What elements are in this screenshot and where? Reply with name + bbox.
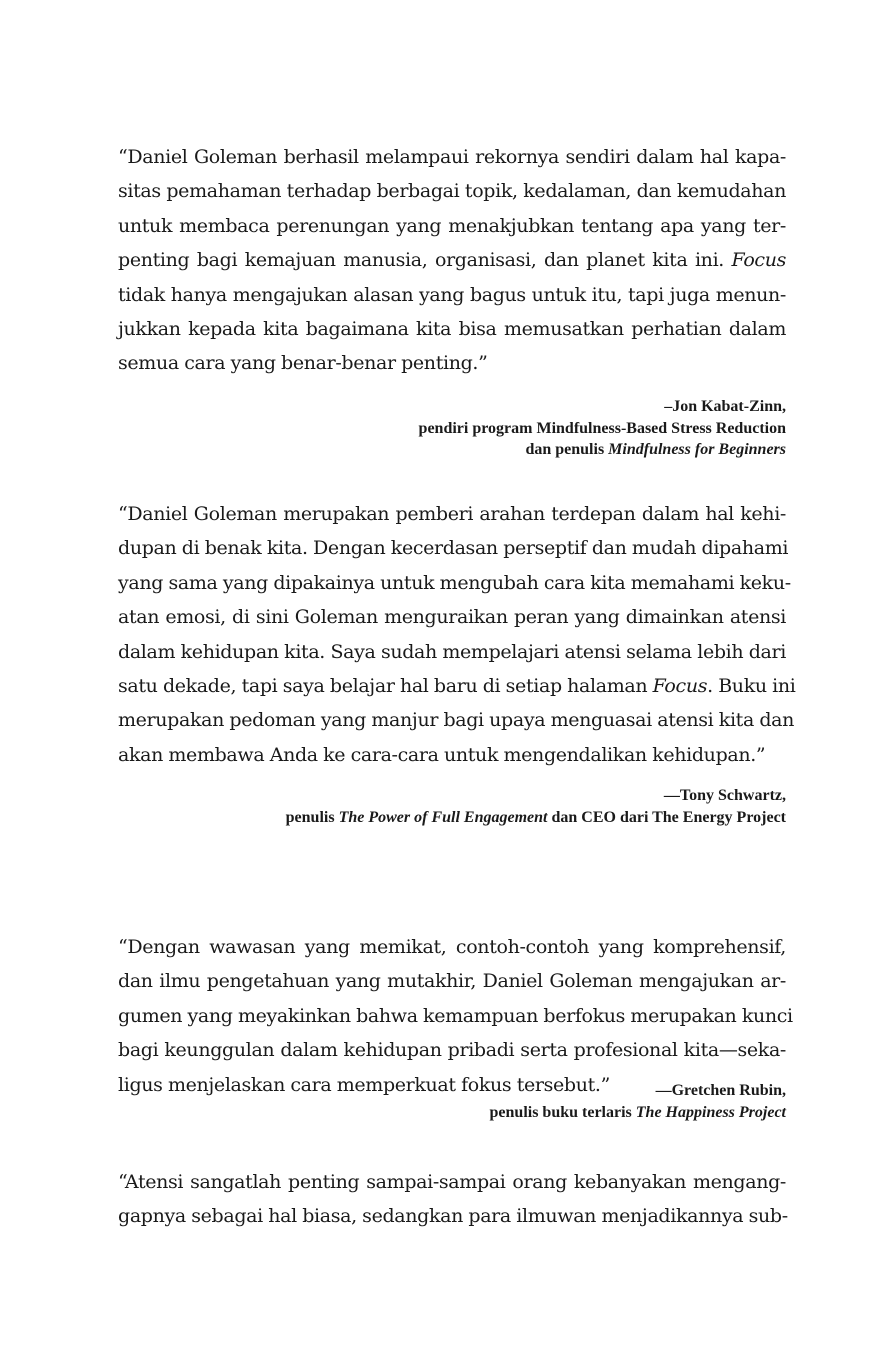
- quote-4: [118, 1165, 786, 1234]
- quote-text: satu dekade, tapi saya belajar hal baru di setiap halaman: [118, 675, 648, 698]
- quote-line: “Daniel Goleman merupakan pemberi arahan terdepan dalam hal kehi-: [118, 503, 786, 525]
- quote-line: “Atensi sangatlah penting sampai-sampai orang kebanyakan mengang-: [118, 1171, 786, 1193]
- attribution-book-title: Mindfulness for Beginners: [608, 441, 786, 458]
- quote-line: tidak hanya mengajukan alasan yang bagus untuk itu, tapi juga menun-: [118, 283, 786, 306]
- quote-line: bagi keunggulan dalam kehidupan pribadi serta profesional kita—seka-: [118, 1039, 786, 1062]
- attribution-name: –Jon Kabat-Zinn,: [664, 398, 786, 415]
- attribution-role: [118, 1102, 786, 1124]
- quote-text: penting bagi kemajuan manusia, organisasi, dan planet kita ini.: [118, 249, 724, 272]
- attribution-suffix: dan CEO dari The Energy Project: [547, 808, 786, 826]
- quote-text-tail: . Buku ini: [707, 675, 796, 698]
- quote-line: dupan di benak kita. Dengan kecerdasan perseptif dan mudah dipahami: [118, 537, 789, 560]
- quote-line: dalam kehidupan kita. Saya sudah mempelajari atensi selama lebih dari: [118, 640, 786, 663]
- quote-line: yang sama yang dipakainya untuk mengubah cara kita memahami keku-: [118, 571, 791, 594]
- attribution-prefix: dan penulis: [525, 441, 609, 458]
- attribution-name: —Tony Schwartz,: [663, 787, 786, 804]
- quote-line: [118, 243, 786, 277]
- quote-line: semua cara yang benar-benar penting.”: [118, 352, 488, 375]
- attribution-book-title: The Power of Full Engagement: [338, 808, 548, 826]
- attribution-book: [118, 439, 786, 461]
- attribution-prefix: penulis buku terlaris: [489, 1103, 636, 1121]
- attribution-role: pendiri program Mindfulness-Based Stress Reduction: [418, 419, 786, 437]
- attribution-prefix: penulis: [285, 808, 339, 826]
- quote-line: gapnya sebagai hal biasa, sedangkan para ilmuwan menjadikannya sub-: [118, 1205, 788, 1228]
- quote-line: [118, 669, 796, 703]
- quote-1: [118, 140, 786, 381]
- attribution-2: [118, 785, 786, 828]
- quote-line: atan emosi, di sini Goleman menguraikan peran yang dimainkan atensi: [118, 606, 786, 629]
- quote-line: dan ilmu pengetahuan yang mutakhir, Daniel Goleman mengajukan ar-: [118, 970, 786, 993]
- quote-2: [118, 497, 796, 772]
- quote-line: untuk membaca perenungan yang menakjubkan tentang apa yang ter-: [118, 214, 786, 237]
- quote-3: [118, 930, 793, 1102]
- quote-line: jukkan kepada kita bagaimana kita bisa memusatkan perhatian dalam: [118, 318, 786, 341]
- attribution-name: —Gretchen Rubin,: [655, 1082, 786, 1099]
- book-title-italic: Focus: [731, 249, 787, 272]
- quote-line: “Daniel Goleman berhasil melampaui rekornya sendiri dalam hal kapa-: [118, 146, 786, 168]
- quote-line: gumen yang meyakinkan bahwa kemampuan berfokus merupakan kunci: [118, 1004, 793, 1027]
- attribution-role: [118, 807, 786, 829]
- attribution-3: [118, 1080, 786, 1123]
- quote-line: akan membawa Anda ke cara-cara untuk mengendalikan kehidupan.”: [118, 743, 766, 766]
- quote-line: “Dengan wawasan yang memikat, contoh-contoh yang komprehensif,: [118, 936, 786, 958]
- quote-line: sitas pemahaman terhadap berbagai topik, kedalaman, dan kemudahan: [118, 180, 786, 203]
- attribution-book-title: The Happiness Project: [635, 1103, 786, 1121]
- book-title-italic: Focus: [652, 675, 708, 698]
- quote-line: ligus menjelaskan cara memperkuat fokus tersebut.”: [118, 1073, 610, 1096]
- attribution-1: [118, 396, 786, 461]
- quote-line: merupakan pedoman yang manjur bagi upaya menguasai atensi kita dan: [118, 709, 794, 732]
